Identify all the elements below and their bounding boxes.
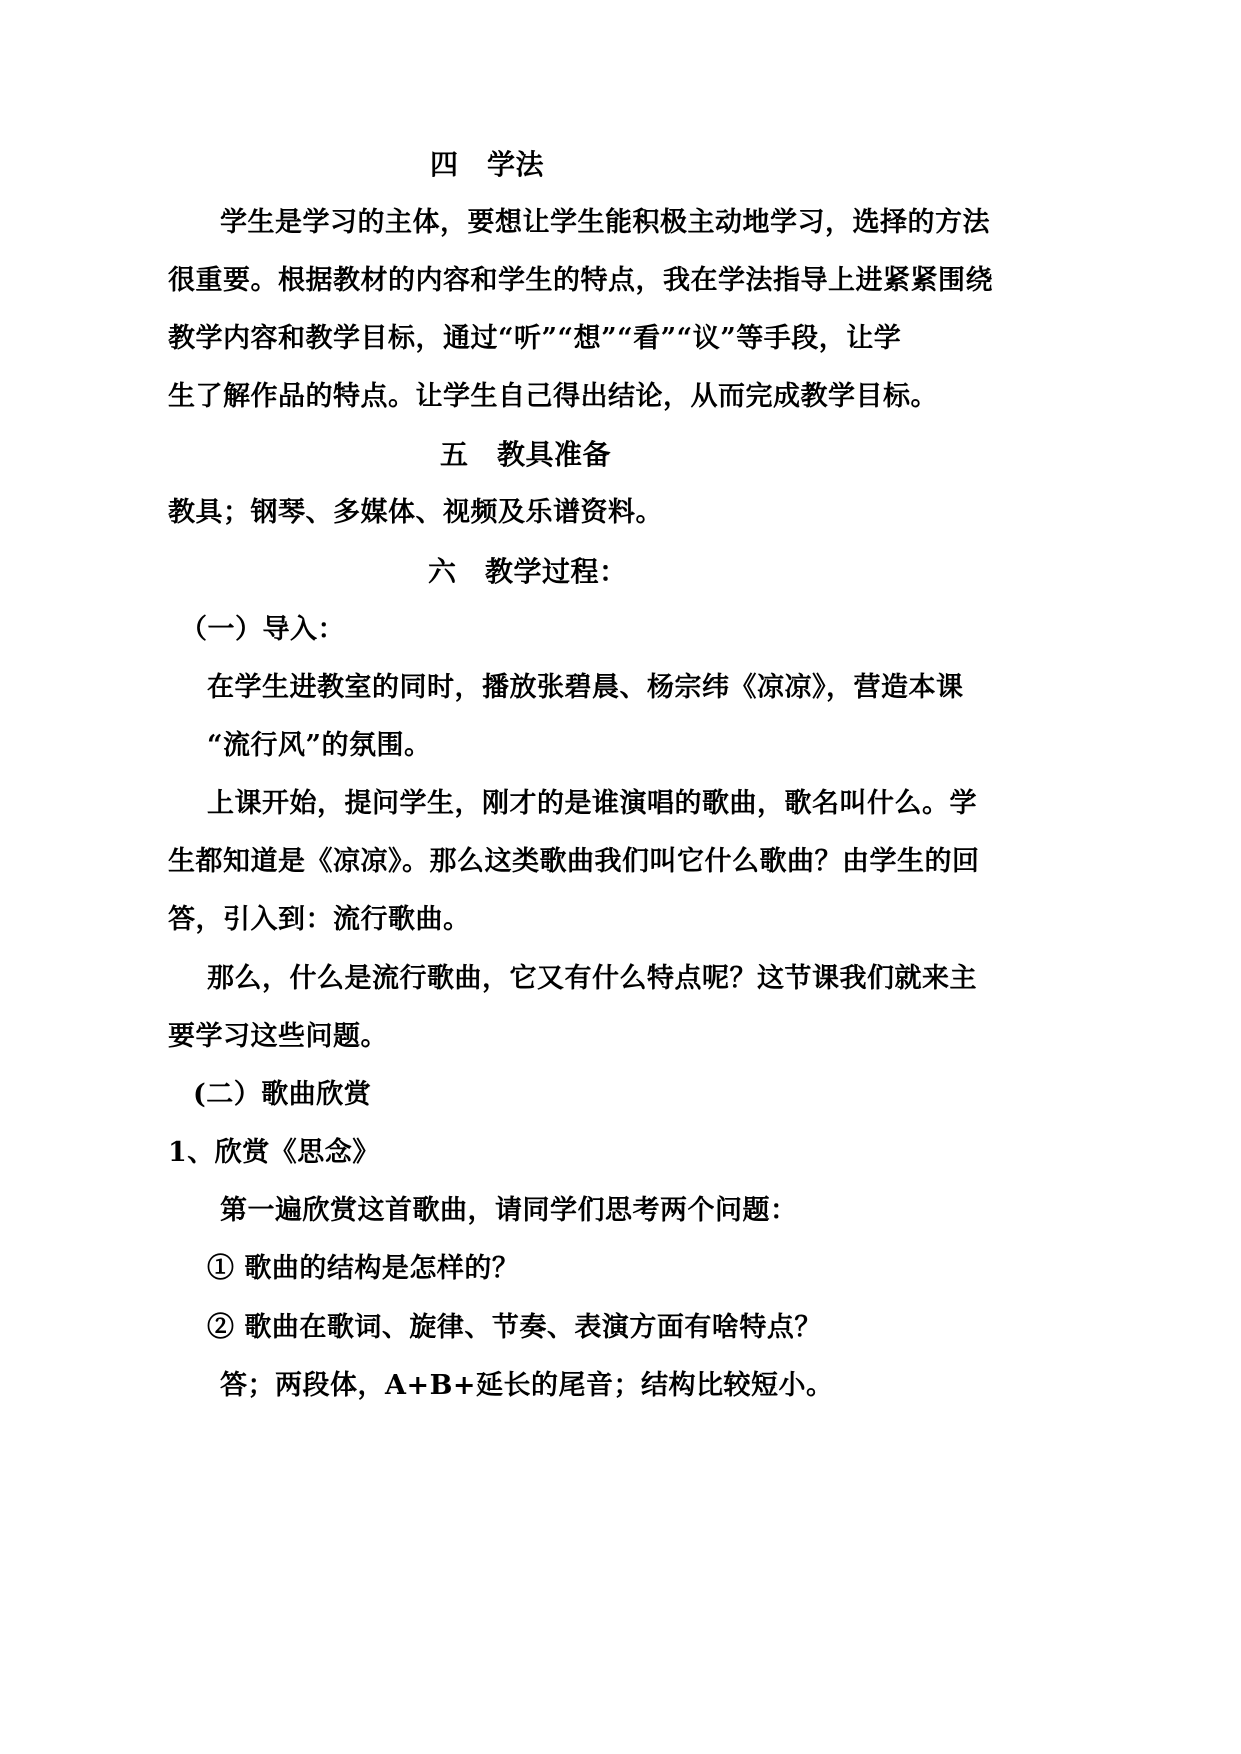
section-4-paragraph-line-4: 生了解作品的特点。让学生自己得出结论，从而完成教学目标。 [168, 381, 938, 412]
question-2: ② 歌曲在歌词、旋律、节奏、表演方面有啥特点？ [207, 1312, 822, 1343]
part-1-para-2-line-1: 上课开始，提问学生，刚才的是谁演唱的歌曲，歌名叫什么。学 [207, 788, 977, 819]
part-1-para-2-line-2: 生都知道是《凉凉》。那么这类歌曲我们叫它什么歌曲？由学生的回 [168, 846, 980, 877]
item-1-intro: 第一遍欣赏这首歌曲，请同学们思考两个问题： [220, 1195, 798, 1226]
section-4-paragraph-line-2: 很重要。根据教材的内容和学生的特点，我在学法指导上进紧紧围绕 [168, 265, 993, 296]
section-4-title: 四 学法 [430, 148, 545, 181]
part-1-para-1-line-2: “流行风”的氛围。 [207, 730, 432, 761]
section-6-title: 六 教学过程： [428, 555, 628, 588]
section-5-title: 五 教具准备 [440, 438, 612, 471]
part-1-para-2-line-3: 答，引入到：流行歌曲。 [168, 904, 471, 935]
part-1-para-3-line-2: 要学习这些问题。 [168, 1021, 388, 1052]
part-1-para-1-line-1: 在学生进教室的同时，播放张碧晨、杨宗纬《凉凉》，营造本课 [207, 672, 964, 703]
answer: 答；两段体，A+B+延长的尾音；结构比较短小。 [220, 1370, 834, 1401]
item-1-title: 1、欣赏《思念》 [168, 1137, 380, 1168]
section-4-paragraph-line-1: 学生是学习的主体，要想让学生能积极主动地学习，选择的方法 [220, 207, 990, 238]
part-1-title: （一）导入： [180, 614, 345, 645]
part-2-title: (二）歌曲欣赏 [193, 1079, 372, 1110]
question-1: ① 歌曲的结构是怎样的？ [207, 1253, 520, 1284]
section-4-paragraph-line-3: 教学内容和教学目标，通过“听”“想”“看”“议”等手段，让学 [168, 323, 902, 354]
section-5-paragraph: 教具；钢琴、多媒体、视频及乐谱资料。 [168, 497, 663, 528]
part-1-para-3-line-1: 那么，什么是流行歌曲，它又有什么特点呢？这节课我们就来主 [207, 963, 977, 994]
